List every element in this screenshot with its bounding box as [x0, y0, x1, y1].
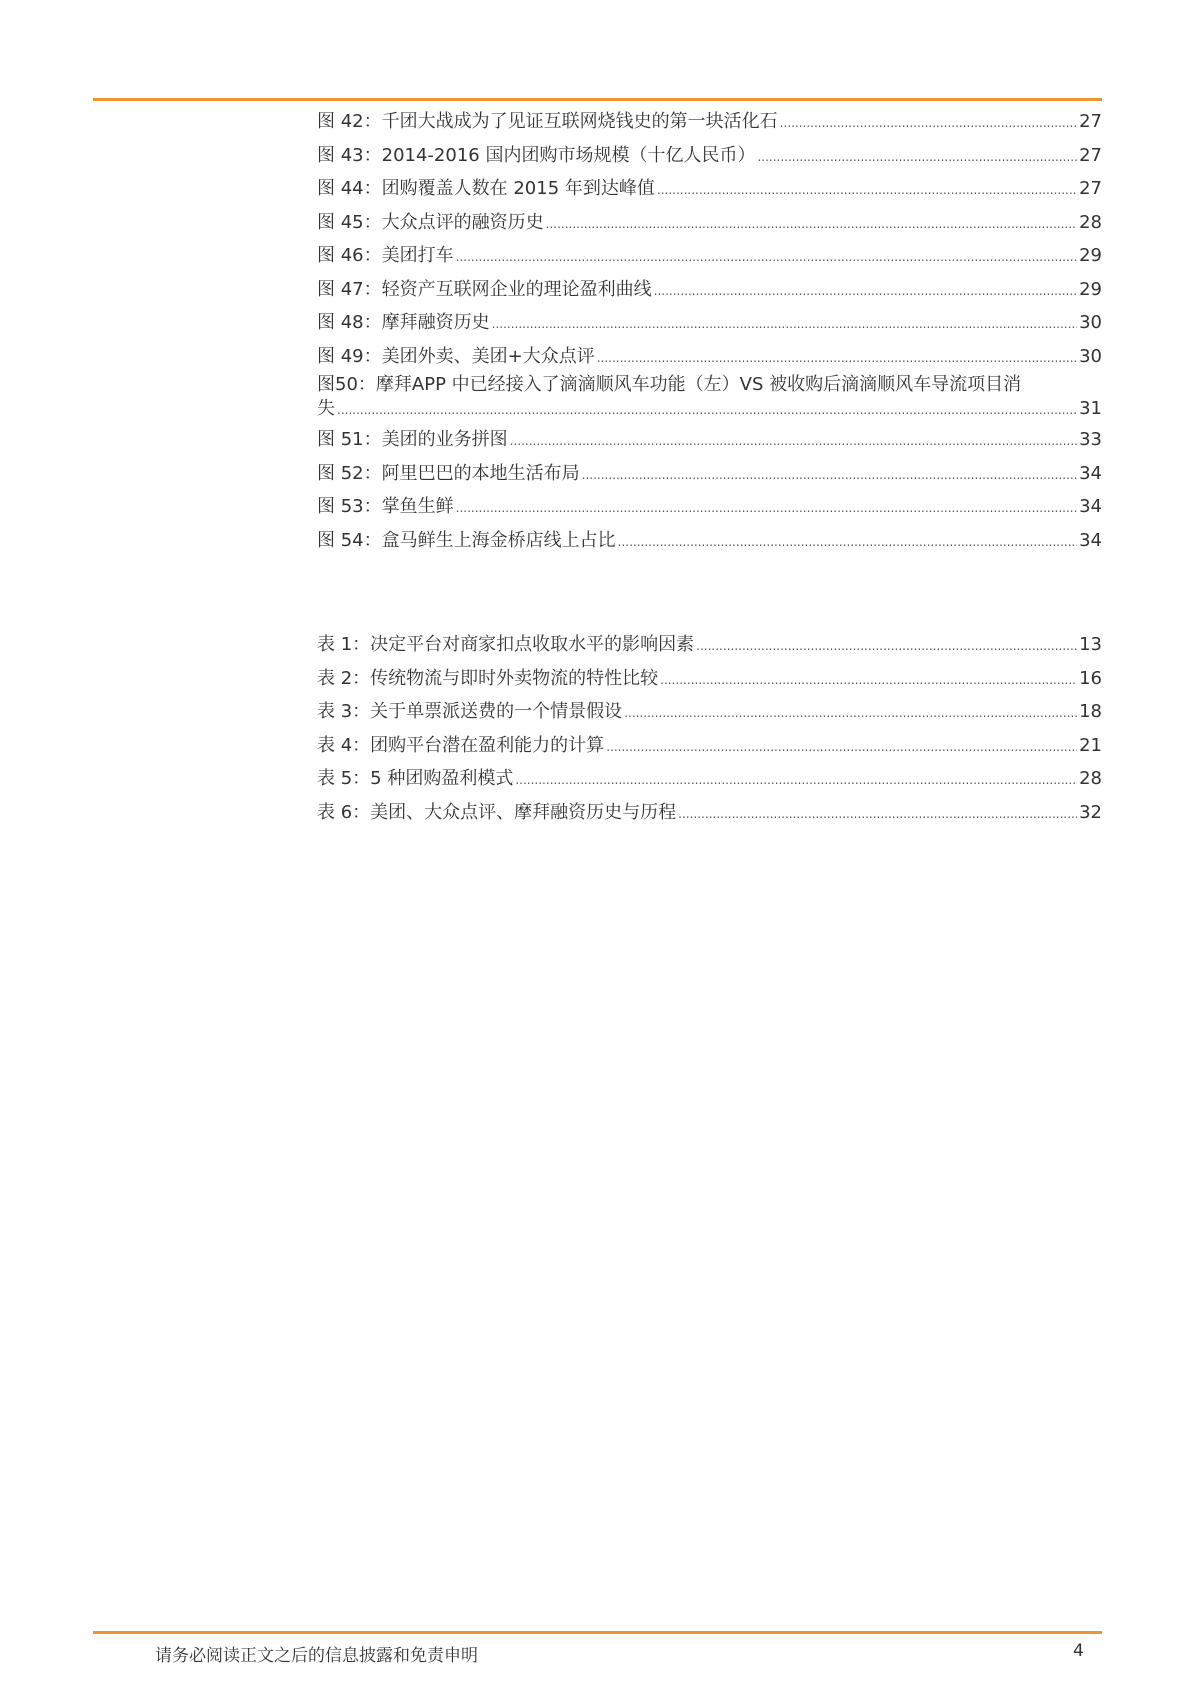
dot-leader [654, 275, 1077, 309]
toc-entry-page: 34 [1079, 529, 1102, 551]
dot-leader [657, 174, 1077, 208]
header-divider [93, 98, 1102, 101]
toc-entry-page: 29 [1079, 278, 1102, 300]
toc-entry[interactable] [317, 239, 1102, 273]
toc-entry[interactable] [317, 172, 1102, 206]
toc-entry-page: 34 [1079, 496, 1102, 517]
toc-entry-title: 图 49：美团外卖、美团+大众点评 [317, 345, 595, 367]
dot-leader [515, 764, 1077, 798]
dot-leader [757, 141, 1077, 175]
dot-leader [780, 107, 1077, 141]
toc-entry-page: 21 [1079, 734, 1102, 756]
toc-entry-title: 图 53：掌鱼生鲜 [317, 496, 454, 517]
toc-entry[interactable] [317, 105, 1102, 139]
toc-entry[interactable] [317, 206, 1102, 240]
toc-entry[interactable] [317, 695, 1102, 729]
figures-list [317, 105, 1102, 557]
toc-entry[interactable] [317, 628, 1102, 662]
dot-leader [597, 342, 1077, 376]
toc-entry-title: 表 4：团购平台潜在盈利能力的计算 [317, 734, 605, 756]
toc-entry[interactable] [317, 273, 1102, 307]
toc-entry-page: 16 [1079, 667, 1102, 689]
toc-entry-title-continued: 失 [317, 398, 335, 419]
dot-leader [696, 630, 1077, 664]
dot-leader [660, 664, 1077, 698]
toc-entry-title: 图 42：千团大战成为了见证互联网烧钱史的第一块活化石 [317, 111, 778, 132]
toc-entry[interactable] [317, 423, 1102, 457]
toc-entry-page: 31 [1079, 398, 1102, 419]
toc-entry-title: 图 47：轻资产互联网企业的理论盈利曲线 [317, 278, 652, 300]
toc-entry[interactable] [317, 373, 1102, 423]
tables-list [317, 628, 1102, 829]
toc-entry-page: 18 [1079, 701, 1102, 722]
dot-leader [618, 526, 1077, 560]
toc-entry-title: 图 51：美团的业务拼图 [317, 429, 508, 450]
toc-entry-title: 图 52：阿里巴巴的本地生活布局 [317, 462, 580, 484]
toc-entry[interactable] [317, 662, 1102, 696]
toc-entry[interactable] [317, 139, 1102, 173]
toc-entry-title: 表 1：决定平台对商家扣点收取水平的影响因素 [317, 634, 695, 655]
toc-entry-page: 30 [1079, 312, 1102, 333]
dot-leader [492, 308, 1077, 342]
toc-entry-page: 27 [1079, 178, 1102, 199]
dot-leader [582, 459, 1077, 493]
dot-leader [678, 798, 1077, 832]
toc-entry-title: 图 54：盒马鲜生上海金桥店线上占比 [317, 529, 616, 551]
dot-leader [546, 208, 1077, 242]
toc-entry[interactable] [317, 729, 1102, 763]
toc-entry[interactable] [317, 306, 1102, 340]
toc-entry-title: 表 5：5 种团购盈利模式 [317, 768, 514, 789]
footer-disclaimer: 请务必阅读正文之后的信息披露和免责申明 [155, 1646, 478, 1666]
toc-entry-page: 28 [1079, 211, 1102, 233]
toc-entry-page: 27 [1079, 144, 1102, 166]
toc-entry-page: 33 [1079, 429, 1102, 450]
toc-entry-title: 图50：摩拜APP 中已经接入了滴滴顺风车功能（左）VS 被收购后滴滴顺风车导流项目消 [317, 374, 1022, 395]
page-number: 4 [1073, 1641, 1084, 1661]
toc-entry-page: 13 [1079, 634, 1102, 655]
dot-leader [456, 241, 1077, 275]
toc-entry-title: 表 3：关于单票派送费的一个情景假设 [317, 701, 623, 722]
toc-entry[interactable] [317, 457, 1102, 491]
toc-entry[interactable] [317, 340, 1102, 374]
toc-entry-title: 图 46：美团打车 [317, 245, 454, 266]
dot-leader [606, 731, 1077, 765]
toc-entry[interactable] [317, 762, 1102, 796]
dot-leader [510, 425, 1077, 459]
toc-entry-title: 表 6：美团、大众点评、摩拜融资历史与历程 [317, 801, 677, 823]
dot-leader [624, 697, 1077, 731]
toc-entry[interactable] [317, 490, 1102, 524]
toc-entry-page: 34 [1079, 462, 1102, 484]
toc-entry-page: 27 [1079, 111, 1102, 132]
toc-entry[interactable] [317, 796, 1102, 830]
footer-divider [93, 1631, 1102, 1634]
toc-entry-title: 图 48：摩拜融资历史 [317, 312, 490, 333]
toc-entry-page: 28 [1079, 768, 1102, 789]
toc-entry[interactable] [317, 524, 1102, 558]
toc-entry-page: 30 [1079, 345, 1102, 367]
toc-entry-page: 29 [1079, 245, 1102, 266]
toc-entry-title: 表 2：传统物流与即时外卖物流的特性比较 [317, 667, 659, 689]
dot-leader [456, 492, 1077, 526]
toc-entry-title: 图 43：2014-2016 国内团购市场规模（十亿人民币） [317, 144, 756, 166]
dot-leader [337, 398, 1077, 422]
toc-entry-title: 图 44：团购覆盖人数在 2015 年到达峰值 [317, 178, 655, 199]
toc-entry-page: 32 [1079, 801, 1102, 823]
toc-entry-title: 图 45：大众点评的融资历史 [317, 211, 544, 233]
